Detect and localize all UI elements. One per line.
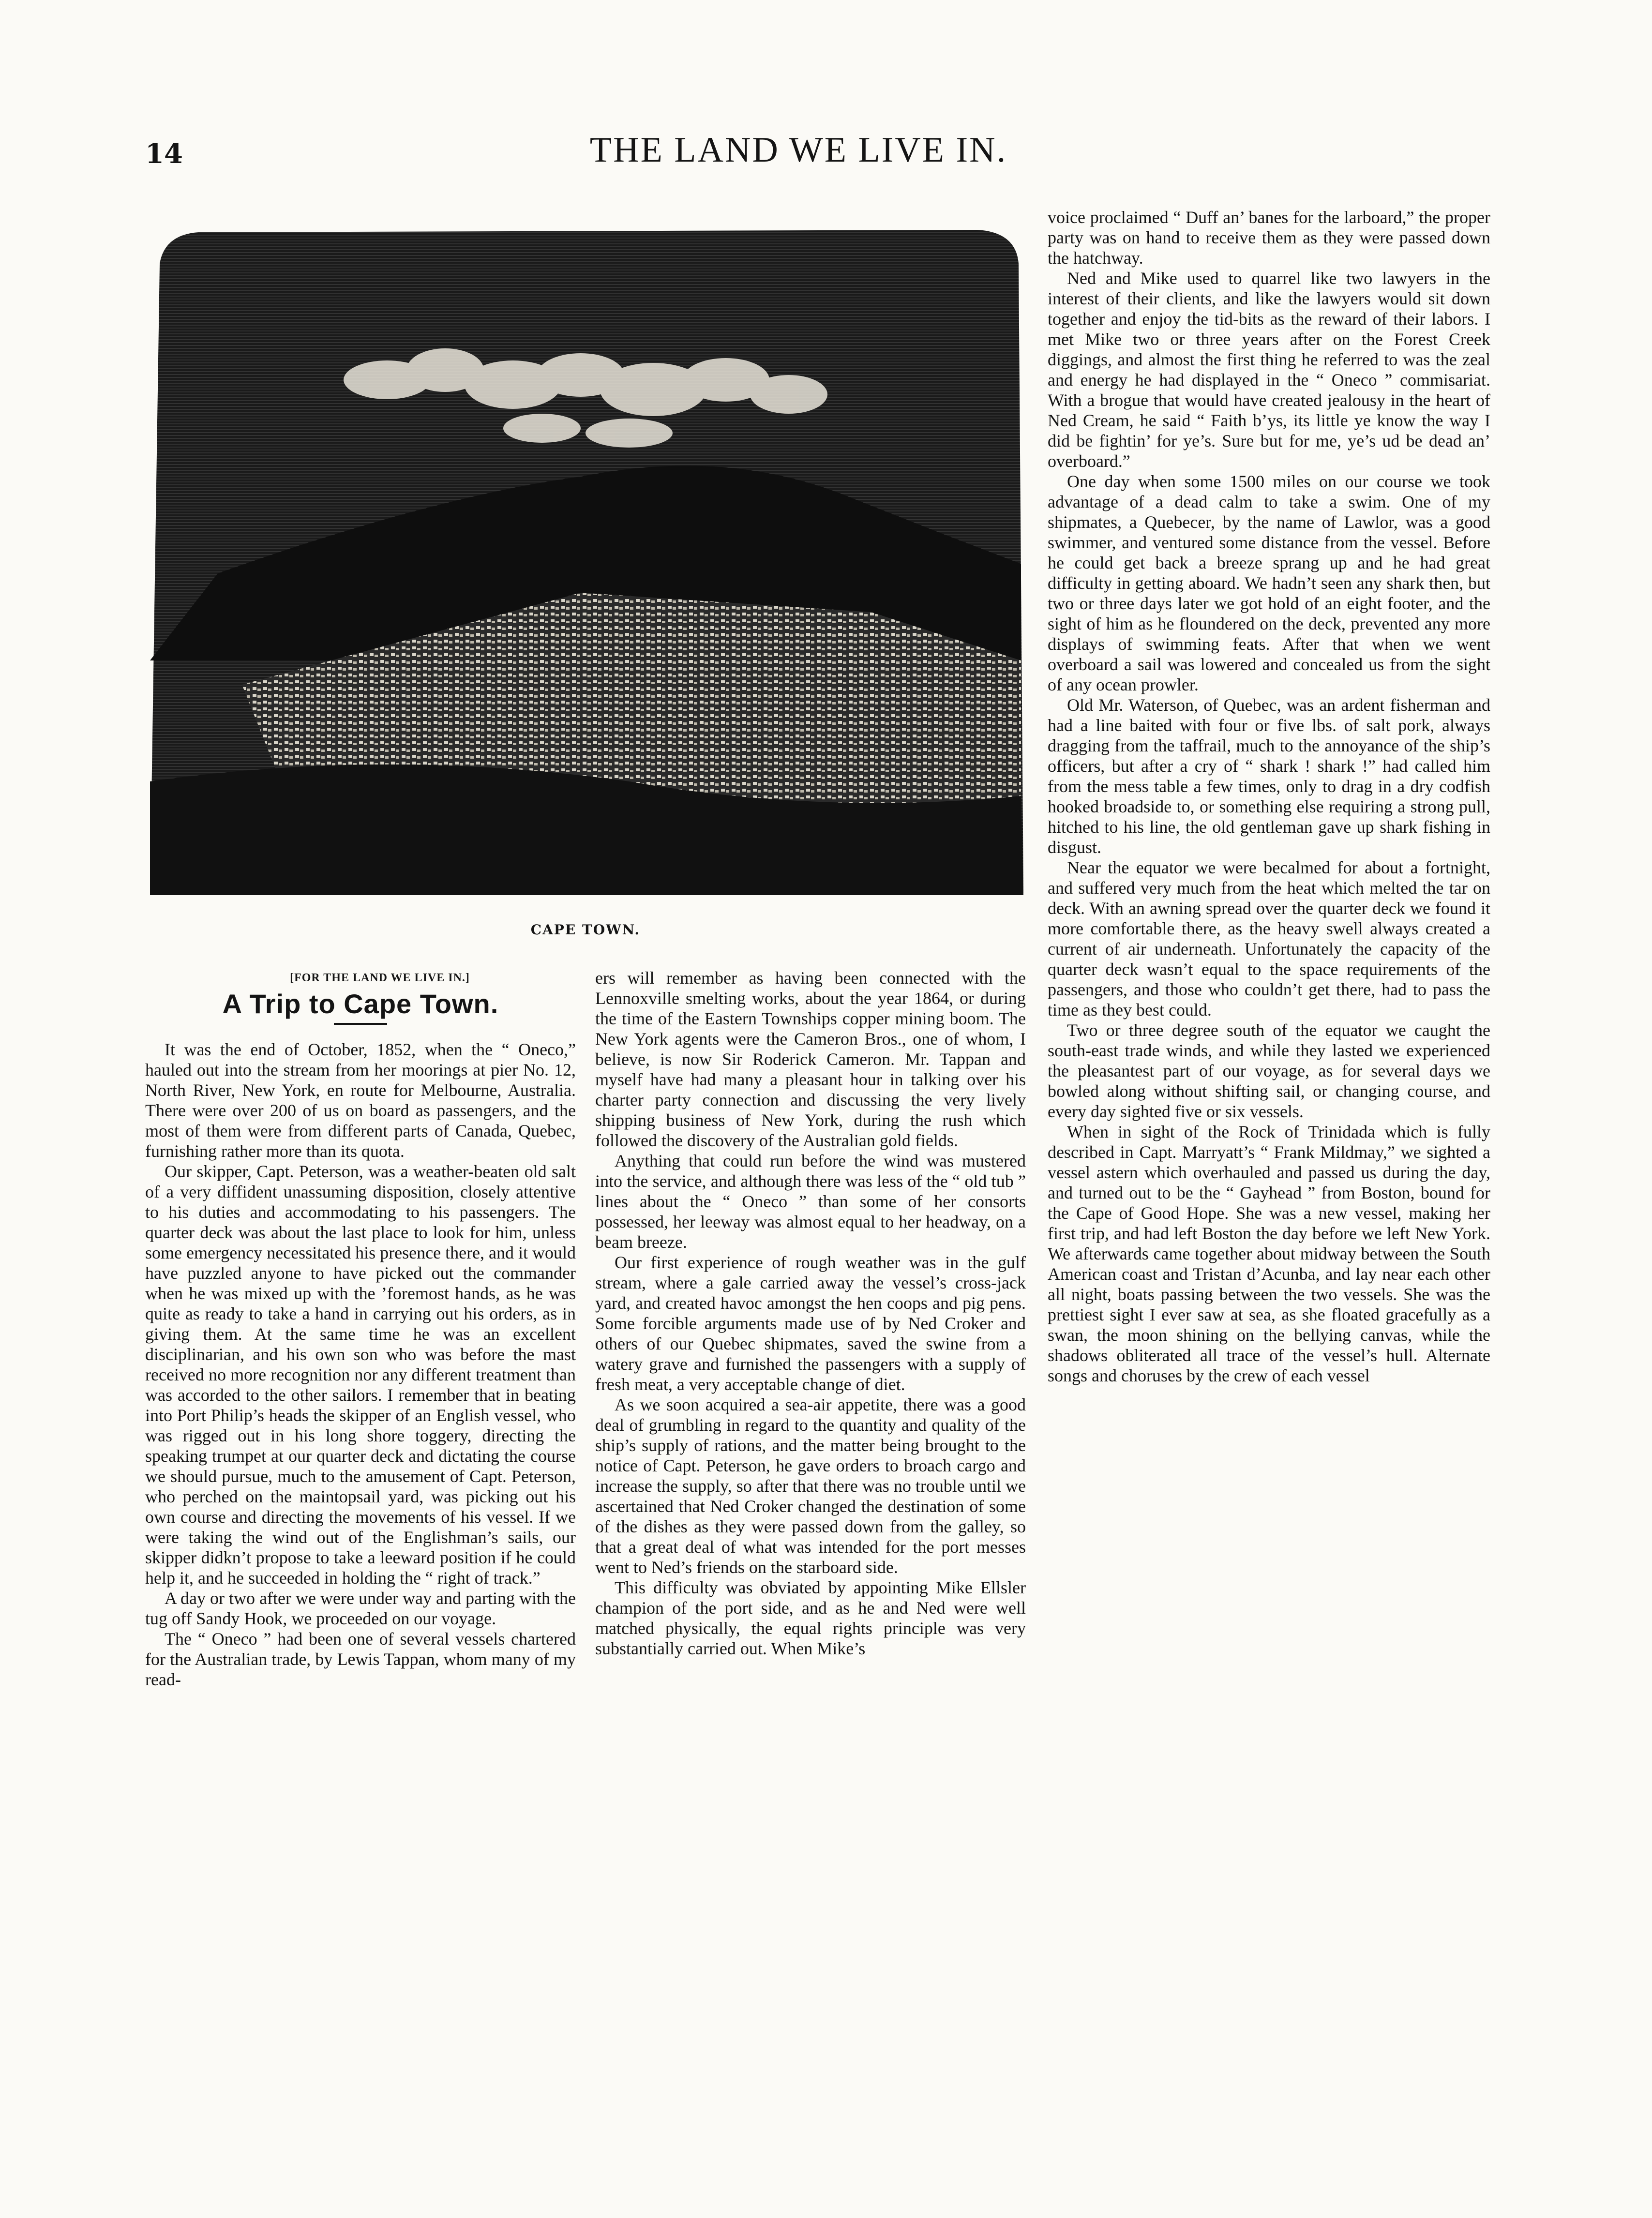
paragraph: A day or two after we were under way and parting with the tug off Sandy Hook, we proceeded on our voyage. xyxy=(145,1589,576,1628)
paragraph: Anything that could run before the wind was mustered into the service, and although there was less of the “ old tub ” lines about the “ Oneco ” than some of her consorts possessed, her leeway was almost equal to her headway, on a beam breeze. xyxy=(595,1151,1026,1252)
paragraph: It was the end of October, 1852, when the “ Oneco,” hauled out into the stream from her moorings at pier No. 12, North River, New York, en route for Melbourne, Australia. There were over 200 of us on board as passengers, and the most of them were from different parts of Canada, Quebec, furnishing rather more than its quota. xyxy=(145,1040,576,1161)
page-number: 14 xyxy=(145,138,183,170)
paragraph: This difficulty was obviated by appointing Mike Ellsler champion of the port side, and as he and Ned were well matched physically, the equal rights principle was very substantially carried out. When Mike’s xyxy=(595,1578,1026,1658)
paragraph: The “ Oneco ” had been one of several vessels chartered for the Australian trade, by Lewis Tappan, whom many of my read- xyxy=(145,1629,576,1689)
paragraph: Near the equator we were becalmed for about a fortnight, and suffered very much from the heat which melted the tar on deck. With an awning spread over the quarter deck we found it more comfortable there, as the heavy swell always created a current of air underneath. Unfortunately the capacity of the quarter deck wasn’t equal to the space requirements of the passengers, and those who couldn’t get there, had to pass the time as they best could. xyxy=(1048,858,1490,1019)
article-column-2 xyxy=(595,968,1026,1659)
article-column-1 xyxy=(145,968,576,1690)
paragraph: Our skipper, Capt. Peterson, was a weather-beaten old salt of a very diffident unassuming disposition, closely attentive to his duties and accommodating to his passengers. The quarter deck was about the last place to look for him, unless some emergency necessitated his presence there, and it would have puzzled anyone to have picked out the commander when he was mixed up with the ’foremost hands, as he was quite as ready to take a hand in carrying out his orders, as in giving them. At the same time he was an excellent disciplinarian, and his own son who was before the mast received no more recognition nor any different treatment than was accorded to the other sailors. I remember that in beating into Port Philip’s heads the skipper of an English vessel, who was rigged out in his long shore toggery, directing the speaking trumpet at our quarter deck and dictating the course we should pursue, much to the amusement of Capt. Peterson, who perched on the maintopsail yard, was picking out his own course and directing the movements of his vessel. If we were taking the wind out of the Englishman’s sails, our skipper didkn’t propose to take a leeward position if he could help it, and he succeeded in holding the “ right of track.” xyxy=(145,1162,576,1588)
paragraph: Ned and Mike used to quarrel like two lawyers in the interest of their clients, and like the lawyers would sit down together and enjoy the tid-bits as the reward of their labors. I met Mike two or three years after on the Forest Creek diggings, and almost the first thing he referred to was the zeal and energy he had displayed in the “ Oneco ” commisariat. With a brogue that would have created jealousy in the heart of Ned Cream, he said “ Faith b’ys, its little ye know the way I did be fightin’ for ye’s. Sure but for me, ye’s ud be dead an’ overboard.” xyxy=(1048,269,1490,471)
paragraph: voice proclaimed “ Duff an’ banes for the larboard,” the proper party was on hand to receive them as they were passed down the hatchway. xyxy=(1048,208,1490,268)
paragraph: Two or three degree south of the equator we caught the south-east trade winds, and while they lasted we experienced the pleasantest part of our voyage, as for several days we bowled along without shifting sail, or changing course, and every day sighted five or six vessels. xyxy=(1048,1020,1490,1121)
title-rule xyxy=(334,1023,387,1025)
article-credit: [FOR THE LAND WE LIVE IN.] xyxy=(290,972,470,984)
paragraph: ers will remember as having been connected with the Lennoxville smelting works, about the year 1864, or during the time of the Eastern Townships copper mining boom. The New York agents were the Cameron Bros., one of whom, I believe, is now Sir Roderick Cameron. Mr. Tappan and myself have had many a pleasant hour in talking over his charter party connection and discussing the very lively shipping business of New York, during the rush which followed the discovery of the Australian gold fields. xyxy=(595,968,1026,1150)
article-title: A Trip to Cape Town. xyxy=(222,989,499,1019)
cape-town-engraving xyxy=(145,225,1026,898)
paragraph: When in sight of the Rock of Trinidada which is fully described in Capt. Marryatt’s “ Frank Mildmay,” we sighted a vessel astern which overhauled and passed us during the day, and turned out to be the “ Gayhead ” from Boston, bound for the Cape of Good Hope. She was a new vessel, making her first trip, and had left Boston the day before we left New York. We afterwards came together about midway between the South American coast and Tristan d’Acunba, and lay near each other all night, boats passing between the two vessels. She was the prettiest sight I ever saw at sea, as she floated gracefully as a swan, the moon shining on the bellying canvas, while the shadows obliterated all trace of the vessel’s hull. Alternate songs and choruses by the crew of each vessel xyxy=(1048,1122,1490,1385)
paragraph: One day when some 1500 miles on our course we took advantage of a dead calm to take a swim. One of my shipmates, a Quebecer, by the name of Lawlor, was a good swimmer, and ventured some distance from the vessel. Before he could get back a breeze sprang up and he had great difficulty in getting aboard. We hadn’t seen any shark then, but two or three days later we got hold of an eight footer, and the sight of him as he floundered on the deck, prevented any more displays of swimming feats. After that when we went overboard a sail was lowered and concealed us from the sight of any ocean prowler. xyxy=(1048,472,1490,694)
paragraph: Our first experience of rough weather was in the gulf stream, where a gale carried away the vessel’s cross-jack yard, and created havoc amongst the hen coops and pig pens. Some forcible arguments made use of by Ned Croker and others of our Quebec shipmates, saved the swine from a watery grave and furnished the passengers with a supply of fresh meat, a very acceptable change of diet. xyxy=(595,1253,1026,1394)
running-title: THE LAND WE LIVE IN. xyxy=(589,130,1007,170)
paragraph: Old Mr. Waterson, of Quebec, was an ardent fisherman and had a line baited with four or five lbs. of salt pork, always dragging from the taffrail, much to the annoyance of the ship’s officers, but after a cry of “ shark ! shark !” had called him from the mess table a few times, only to drag in a dry codfish hooked broadside to, or something else requiring a strong pull, hitched to his line, the old gentleman gave up shark fishing in disgust. xyxy=(1048,695,1490,857)
figure-caption: CAPE TOWN. xyxy=(530,922,641,938)
paragraph: As we soon acquired a sea-air appetite, there was a good deal of grumbling in regard to the quantity and quality of the ship’s supply of rations, and the matter being brought to the notice of Capt. Peterson, he gave orders to broach cargo and increase the supply, so after that there was no trouble until we ascertained that Ned Croker changed the destination of some of the dishes as they were passed down from the galley, so that a great deal of what was intended for the port messes went to Ned’s friends on the starboard side. xyxy=(595,1395,1026,1577)
article-column-3 xyxy=(1048,207,1490,1386)
